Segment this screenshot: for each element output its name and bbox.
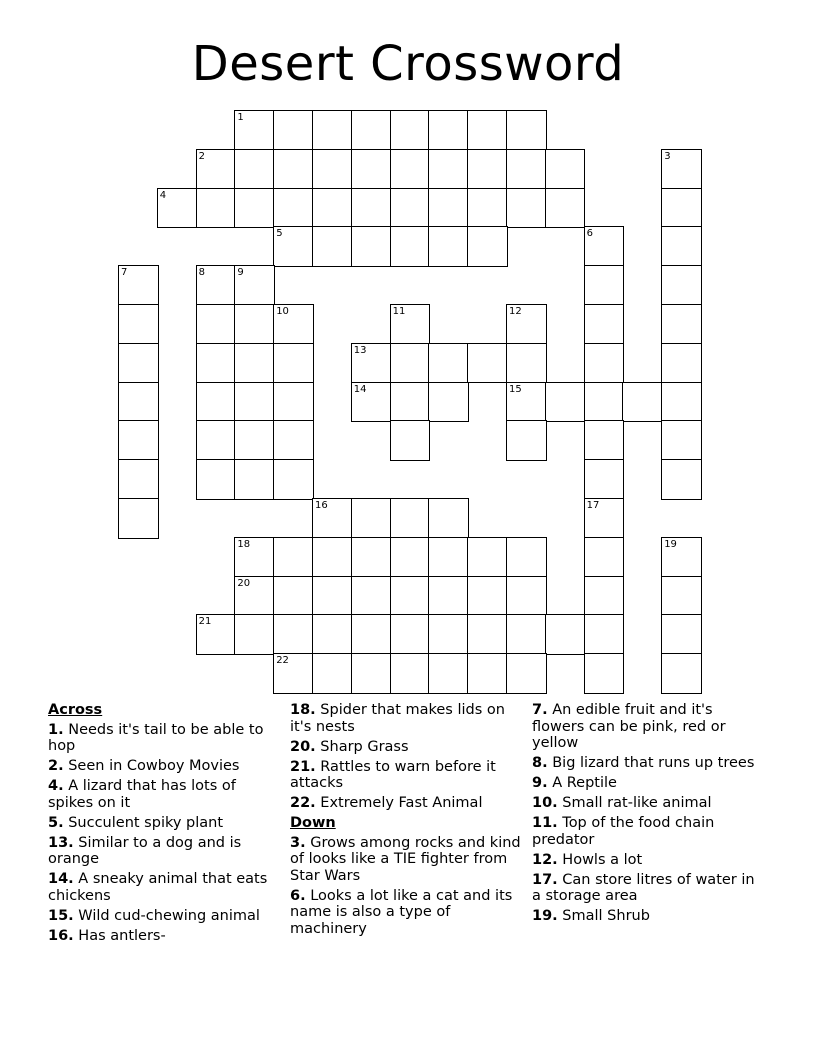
clue-text: An edible fruit and it's flowers can be pink, red or yellow bbox=[532, 702, 726, 751]
grid-cell[interactable] bbox=[584, 653, 625, 694]
grid-cell[interactable] bbox=[390, 343, 431, 384]
clue-number: 14 bbox=[353, 383, 367, 395]
grid-cell[interactable] bbox=[545, 614, 586, 655]
grid-cell[interactable] bbox=[584, 343, 625, 384]
grid-cell[interactable] bbox=[273, 614, 314, 655]
clue-num: 5. bbox=[48, 814, 64, 831]
grid-cell[interactable] bbox=[584, 576, 625, 617]
grid-cell[interactable] bbox=[622, 382, 663, 423]
grid-cell[interactable] bbox=[467, 149, 508, 190]
grid-cell[interactable] bbox=[234, 265, 275, 306]
clue-num: 19. bbox=[532, 908, 558, 924]
grid-cell[interactable] bbox=[234, 304, 275, 345]
grid-cell[interactable] bbox=[196, 265, 237, 306]
grid-cell[interactable] bbox=[312, 226, 353, 267]
clue bbox=[290, 795, 522, 812]
grid-cell[interactable] bbox=[273, 188, 314, 229]
clue-num: 11. bbox=[532, 815, 558, 831]
clue-num: 1. bbox=[48, 721, 64, 738]
grid-cell[interactable] bbox=[584, 537, 625, 578]
clue bbox=[48, 928, 280, 945]
clue-text: A lizard that has lots of spikes on it bbox=[48, 778, 236, 811]
clue-number: 3 bbox=[664, 150, 671, 162]
clue-num: 3. bbox=[290, 834, 306, 851]
grid-cell[interactable] bbox=[584, 226, 625, 267]
clue-number: 9 bbox=[237, 267, 244, 279]
grid-cell[interactable] bbox=[118, 265, 159, 306]
clue bbox=[532, 852, 764, 869]
clue-text: Similar to a dog and is orange bbox=[48, 834, 242, 867]
clue-text: Spider that makes lids on it's nests bbox=[290, 702, 505, 735]
clue bbox=[290, 739, 522, 756]
clue-number: 11 bbox=[392, 306, 406, 317]
clue bbox=[290, 835, 522, 885]
grid-cell[interactable] bbox=[273, 537, 314, 578]
clue bbox=[532, 815, 764, 848]
clue bbox=[532, 872, 764, 905]
grid-cell[interactable] bbox=[390, 110, 431, 151]
clue-number: 19 bbox=[664, 538, 677, 550]
grid-cell[interactable] bbox=[351, 382, 392, 423]
clues-column-2 bbox=[290, 702, 522, 941]
grid-cell[interactable] bbox=[312, 537, 353, 578]
grid-cell[interactable] bbox=[351, 110, 392, 151]
clue-text: Big lizard that runs up trees bbox=[552, 755, 755, 771]
grid-cell[interactable] bbox=[584, 265, 625, 306]
grid-cell[interactable] bbox=[661, 653, 702, 694]
grid-cell[interactable] bbox=[467, 226, 508, 267]
grid-cell[interactable] bbox=[467, 653, 508, 694]
grid-cell[interactable] bbox=[234, 149, 275, 190]
grid-cell[interactable] bbox=[196, 188, 237, 229]
clue-number: 6 bbox=[586, 228, 593, 240]
grid-cell[interactable] bbox=[273, 343, 314, 384]
grid-cell[interactable] bbox=[351, 576, 392, 617]
grid-cell[interactable] bbox=[390, 653, 431, 694]
grid-cell[interactable] bbox=[428, 537, 469, 578]
clue-number: 2 bbox=[198, 150, 205, 162]
grid-cell[interactable] bbox=[661, 382, 702, 423]
clue-num: 22. bbox=[290, 795, 316, 811]
clue bbox=[532, 775, 764, 792]
grid-cell[interactable] bbox=[273, 576, 314, 617]
grid-cell[interactable] bbox=[234, 459, 275, 500]
across-heading: Across bbox=[48, 702, 103, 718]
clue-text: Extremely Fast Animal bbox=[320, 795, 483, 811]
grid-cell[interactable] bbox=[234, 343, 275, 384]
clue-number: 1 bbox=[237, 112, 244, 123]
clue-number: 22 bbox=[276, 655, 289, 667]
grid-cell[interactable] bbox=[196, 382, 237, 423]
clue-num: 9. bbox=[532, 775, 548, 791]
grid-cell[interactable] bbox=[428, 382, 469, 423]
clue bbox=[48, 722, 280, 755]
grid-cell[interactable] bbox=[312, 576, 353, 617]
grid-cell[interactable] bbox=[390, 576, 431, 617]
grid-cell[interactable] bbox=[506, 382, 547, 423]
clue-num: 20. bbox=[290, 738, 316, 755]
grid-cell[interactable] bbox=[584, 382, 625, 423]
grid-cell[interactable] bbox=[428, 653, 469, 694]
grid-cell[interactable] bbox=[584, 420, 625, 461]
grid-cell[interactable] bbox=[273, 110, 314, 151]
clue-text: Can store litres of water in a storage area bbox=[532, 871, 755, 904]
clue-num: 14. bbox=[48, 871, 74, 887]
grid-cell[interactable] bbox=[273, 149, 314, 190]
clue-text: Wild cud-chewing animal bbox=[78, 907, 260, 924]
grid-cell[interactable] bbox=[351, 537, 392, 578]
grid-cell[interactable] bbox=[545, 382, 586, 423]
grid-cell[interactable] bbox=[273, 226, 314, 267]
grid-cell[interactable] bbox=[661, 304, 702, 345]
clue-num: 15. bbox=[48, 907, 74, 924]
clue-num: 18. bbox=[290, 702, 316, 718]
grid-cell[interactable] bbox=[506, 343, 547, 384]
clue-number: 7 bbox=[121, 267, 128, 279]
clue-num: 13. bbox=[48, 834, 74, 851]
clue-text: Succulent spiky plant bbox=[68, 814, 224, 831]
grid-cell[interactable] bbox=[661, 265, 702, 306]
grid-cell[interactable] bbox=[584, 459, 625, 500]
grid-cell[interactable] bbox=[390, 420, 431, 461]
grid-cell[interactable] bbox=[196, 304, 237, 345]
grid-cell[interactable] bbox=[428, 576, 469, 617]
clue-num: 4. bbox=[48, 778, 64, 794]
clue-number: 21 bbox=[198, 616, 212, 628]
grid-cell[interactable] bbox=[312, 149, 353, 190]
clues-column-3 bbox=[532, 702, 764, 928]
clue-text: Small Shrub bbox=[562, 908, 650, 924]
grid-cell[interactable] bbox=[118, 304, 159, 345]
clue bbox=[532, 908, 764, 925]
grid-cell[interactable] bbox=[312, 188, 353, 229]
clue-num: 12. bbox=[532, 851, 558, 868]
grid-cell[interactable] bbox=[351, 614, 392, 655]
grid-cell[interactable] bbox=[428, 498, 469, 539]
clue-number: 10 bbox=[276, 306, 289, 317]
clue-text: Small rat-like animal bbox=[562, 795, 712, 811]
grid-cell[interactable] bbox=[196, 614, 237, 655]
grid-cell[interactable] bbox=[118, 343, 159, 384]
grid-cell[interactable] bbox=[661, 537, 702, 578]
grid-cell[interactable] bbox=[351, 188, 392, 229]
clue bbox=[48, 778, 280, 811]
clue-num: 2. bbox=[48, 758, 64, 774]
grid-cell[interactable] bbox=[196, 149, 237, 190]
grid-cell[interactable] bbox=[118, 420, 159, 461]
clue bbox=[532, 702, 764, 752]
grid-cell[interactable] bbox=[196, 343, 237, 384]
grid-cell[interactable] bbox=[506, 420, 547, 461]
clue-number: 15 bbox=[509, 383, 522, 395]
grid-cell[interactable] bbox=[661, 149, 702, 190]
clue-number: 12 bbox=[509, 306, 522, 317]
grid-cell[interactable] bbox=[312, 614, 353, 655]
clue-num: 8. bbox=[532, 755, 548, 771]
clue bbox=[290, 702, 522, 735]
clue bbox=[48, 815, 280, 832]
grid-cell[interactable] bbox=[118, 382, 159, 423]
grid-cell[interactable] bbox=[506, 614, 547, 655]
clue bbox=[48, 758, 280, 775]
clue bbox=[532, 795, 764, 812]
grid-cell[interactable] bbox=[118, 498, 159, 539]
clue-text: Top of the food chain predator bbox=[532, 815, 715, 848]
grid-cell[interactable] bbox=[390, 149, 431, 190]
grid-cell[interactable] bbox=[234, 576, 275, 617]
grid-cell[interactable] bbox=[661, 420, 702, 461]
grid-cell[interactable] bbox=[661, 343, 702, 384]
clue-text: Looks a lot like a cat and its name is also a type of machinery bbox=[290, 887, 513, 937]
grid-cell[interactable] bbox=[584, 614, 625, 655]
grid-cell[interactable] bbox=[312, 110, 353, 151]
clue-text: A sneaky animal that eats chickens bbox=[48, 871, 268, 904]
grid-cell[interactable] bbox=[273, 653, 314, 694]
down-clue-list-continued bbox=[532, 702, 764, 925]
clue bbox=[290, 759, 522, 792]
grid-cell[interactable] bbox=[506, 653, 547, 694]
clue-number: 20 bbox=[237, 577, 251, 589]
grid-cell[interactable] bbox=[390, 498, 431, 539]
grid-cell[interactable] bbox=[467, 343, 508, 384]
grid-cell[interactable] bbox=[234, 420, 275, 461]
clue-number: 8 bbox=[198, 267, 205, 279]
grid-cell[interactable] bbox=[234, 110, 275, 151]
grid-cell[interactable] bbox=[390, 304, 431, 345]
grid-cell[interactable] bbox=[661, 576, 702, 617]
grid-cell[interactable] bbox=[661, 226, 702, 267]
grid-cell[interactable] bbox=[428, 614, 469, 655]
grid-cell[interactable] bbox=[390, 537, 431, 578]
page-title: Desert Crossword bbox=[191, 36, 625, 92]
clue-text: Grows among rocks and kind of looks like a TIE fighter from Star Wars bbox=[290, 834, 521, 884]
grid-cell[interactable] bbox=[661, 614, 702, 655]
clue-num: 7. bbox=[532, 702, 548, 718]
clue-number: 4 bbox=[159, 189, 167, 201]
clue-num: 6. bbox=[290, 887, 306, 904]
grid-cell[interactable] bbox=[661, 459, 702, 500]
clue-text: Has antlers- bbox=[78, 927, 166, 944]
grid-cell[interactable] bbox=[467, 537, 508, 578]
grid-cell[interactable] bbox=[506, 188, 547, 229]
clue bbox=[532, 755, 764, 772]
clue-number: 5 bbox=[276, 228, 283, 240]
grid-cell[interactable] bbox=[506, 537, 547, 578]
grid-cell[interactable] bbox=[467, 188, 508, 229]
grid-cell[interactable] bbox=[467, 614, 508, 655]
grid-cell[interactable] bbox=[234, 614, 275, 655]
grid-cell[interactable] bbox=[351, 653, 392, 694]
across-clue-list bbox=[48, 722, 280, 945]
clue-text: Sharp Grass bbox=[320, 738, 409, 755]
grid-cell[interactable] bbox=[196, 459, 237, 500]
clue-text: Rattles to warn before it attacks bbox=[290, 758, 496, 791]
grid-cell[interactable] bbox=[351, 343, 392, 384]
grid-cell[interactable] bbox=[351, 226, 392, 267]
clue bbox=[290, 888, 522, 938]
grid-cell[interactable] bbox=[273, 459, 314, 500]
clue-text: A Reptile bbox=[552, 775, 617, 791]
clue-text: Seen in Cowboy Movies bbox=[68, 758, 240, 774]
grid-cell[interactable] bbox=[234, 188, 275, 229]
clue bbox=[48, 871, 280, 904]
grid-cell[interactable] bbox=[467, 110, 508, 151]
across-clue-list-continued bbox=[290, 702, 522, 812]
grid-cell[interactable] bbox=[234, 382, 275, 423]
clue-num: 10. bbox=[532, 795, 558, 811]
clue bbox=[48, 908, 280, 925]
grid-cell[interactable] bbox=[157, 188, 198, 229]
down-clue-list bbox=[290, 835, 522, 938]
grid-cell[interactable] bbox=[351, 149, 392, 190]
down-heading: Down bbox=[290, 815, 336, 831]
grid-cell[interactable] bbox=[506, 304, 547, 345]
clue bbox=[48, 835, 280, 868]
clue-text: Needs it's tail to be able to hop bbox=[48, 721, 264, 754]
grid-cell[interactable] bbox=[390, 226, 431, 267]
grid-cell[interactable] bbox=[428, 188, 469, 229]
clue-num: 17. bbox=[532, 871, 558, 888]
grid-cell[interactable] bbox=[234, 537, 275, 578]
grid-cell[interactable] bbox=[584, 304, 625, 345]
grid-cell[interactable] bbox=[584, 498, 625, 539]
clue-number: 13 bbox=[353, 344, 367, 356]
grid-cell[interactable] bbox=[390, 614, 431, 655]
grid-cell[interactable] bbox=[312, 498, 353, 539]
grid-cell[interactable] bbox=[312, 653, 353, 694]
clue-number: 16 bbox=[315, 500, 328, 511]
grid-cell[interactable] bbox=[661, 188, 702, 229]
clue-num: 16. bbox=[48, 927, 74, 944]
clue-text: Howls a lot bbox=[562, 851, 643, 868]
grid-cell[interactable] bbox=[545, 149, 586, 190]
grid-cell[interactable] bbox=[545, 188, 586, 229]
grid-cell[interactable] bbox=[273, 304, 314, 345]
grid-cell[interactable] bbox=[428, 149, 469, 190]
clues-column-1 bbox=[48, 702, 280, 948]
grid-cell[interactable] bbox=[428, 110, 469, 151]
grid-cell[interactable] bbox=[390, 188, 431, 229]
clue-number: 17 bbox=[586, 500, 600, 511]
grid-cell[interactable] bbox=[506, 110, 547, 151]
grid-cell[interactable] bbox=[428, 226, 469, 267]
grid-cell[interactable] bbox=[351, 498, 392, 539]
grid-cell[interactable] bbox=[467, 576, 508, 617]
grid-cell[interactable] bbox=[273, 382, 314, 423]
grid-cell[interactable] bbox=[390, 382, 431, 423]
grid-cell[interactable] bbox=[196, 420, 237, 461]
grid-cell[interactable] bbox=[506, 149, 547, 190]
grid-cell[interactable] bbox=[506, 576, 547, 617]
grid-cell[interactable] bbox=[273, 420, 314, 461]
grid-cell[interactable] bbox=[428, 343, 469, 384]
grid-cell[interactable] bbox=[118, 459, 159, 500]
clue-num: 21. bbox=[290, 758, 316, 775]
clue-number: 18 bbox=[237, 538, 251, 550]
